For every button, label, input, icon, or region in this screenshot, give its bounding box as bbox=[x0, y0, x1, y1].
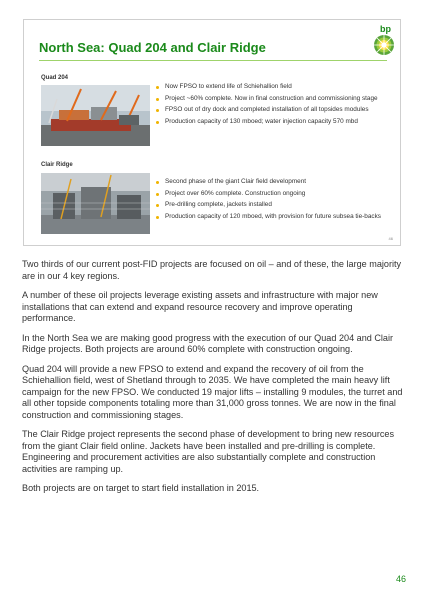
clair-ridge-photo bbox=[41, 173, 150, 234]
body-text bbox=[22, 259, 406, 503]
quad-204-photo bbox=[41, 85, 150, 146]
paragraph: Quad 204 will provide a new FPSO to extend and expand the recovery of oil from the Schiehallion field, west of Shetland through to 2035. We have completed the main heavy lift campaign for the new FPSO. We conducted 19 major lifts – installing 9 modules, the turret and all other topside components totaling more than 31,000 gross tonnes. We are now in the final construction and commissioning stages. bbox=[22, 363, 403, 420]
paragraph: In the North Sea we are making good progress with the execution of our Quad 204 and Clair Ridge projects. Both projects are around 60% complete with construction ongoing. bbox=[22, 332, 394, 354]
slide-panel bbox=[23, 19, 401, 246]
list-item: Production capacity of 130 mboed; water injection capacity 570 mbd bbox=[155, 118, 390, 127]
list-item: Project over 60% complete. Construction ongoing bbox=[155, 190, 390, 199]
bp-logo-icon bbox=[372, 33, 396, 71]
paragraph: A number of these oil projects leverage existing assets and infrastructure with major new installations that can extend and expand resource recovery and improve operating performance. bbox=[22, 290, 378, 323]
paragraph: Both projects are on target to start field installation in 2015. bbox=[22, 483, 260, 493]
list-item: Second phase of the giant Clair field development bbox=[155, 178, 390, 187]
list-item: FPSO out of dry dock and completed installation of all topsides modules bbox=[155, 106, 390, 115]
list-item: Now FPSO to extend life of Schiehallion field bbox=[155, 83, 390, 92]
title-divider bbox=[39, 60, 387, 61]
quad-204-bullets bbox=[155, 83, 390, 129]
bp-logo-text: bp bbox=[380, 24, 391, 34]
page-number: 46 bbox=[396, 574, 407, 584]
list-item: Pre-drilling complete, jackets installed bbox=[155, 201, 390, 210]
clair-ridge-label: Clair Ridge bbox=[41, 162, 73, 168]
paragraph: The Clair Ridge project represents the second phase of development to bring new resources from the giant Clair field online. Jackets have been installed and pre-drilling is complete. Engineering and procurement activities are also substantially complete and construction activities are ramping up. bbox=[22, 429, 395, 474]
clair-ridge-bullets bbox=[155, 178, 390, 224]
slide-number: 46 bbox=[388, 236, 393, 241]
paragraph: Two thirds of our current post-FID projects are focused on oil – and of these, the large majority are in our 4 key regions. bbox=[22, 259, 402, 281]
quad-204-label: Quad 204 bbox=[41, 75, 69, 81]
list-item: Production capacity of 120 mboed, with provision for future subsea tie-backs bbox=[155, 213, 390, 222]
slide-title: North Sea: Quad 204 and Clair Ridge bbox=[39, 40, 266, 55]
list-item: Project ~60% complete. Now in final construction and commissioning stage bbox=[155, 95, 390, 104]
